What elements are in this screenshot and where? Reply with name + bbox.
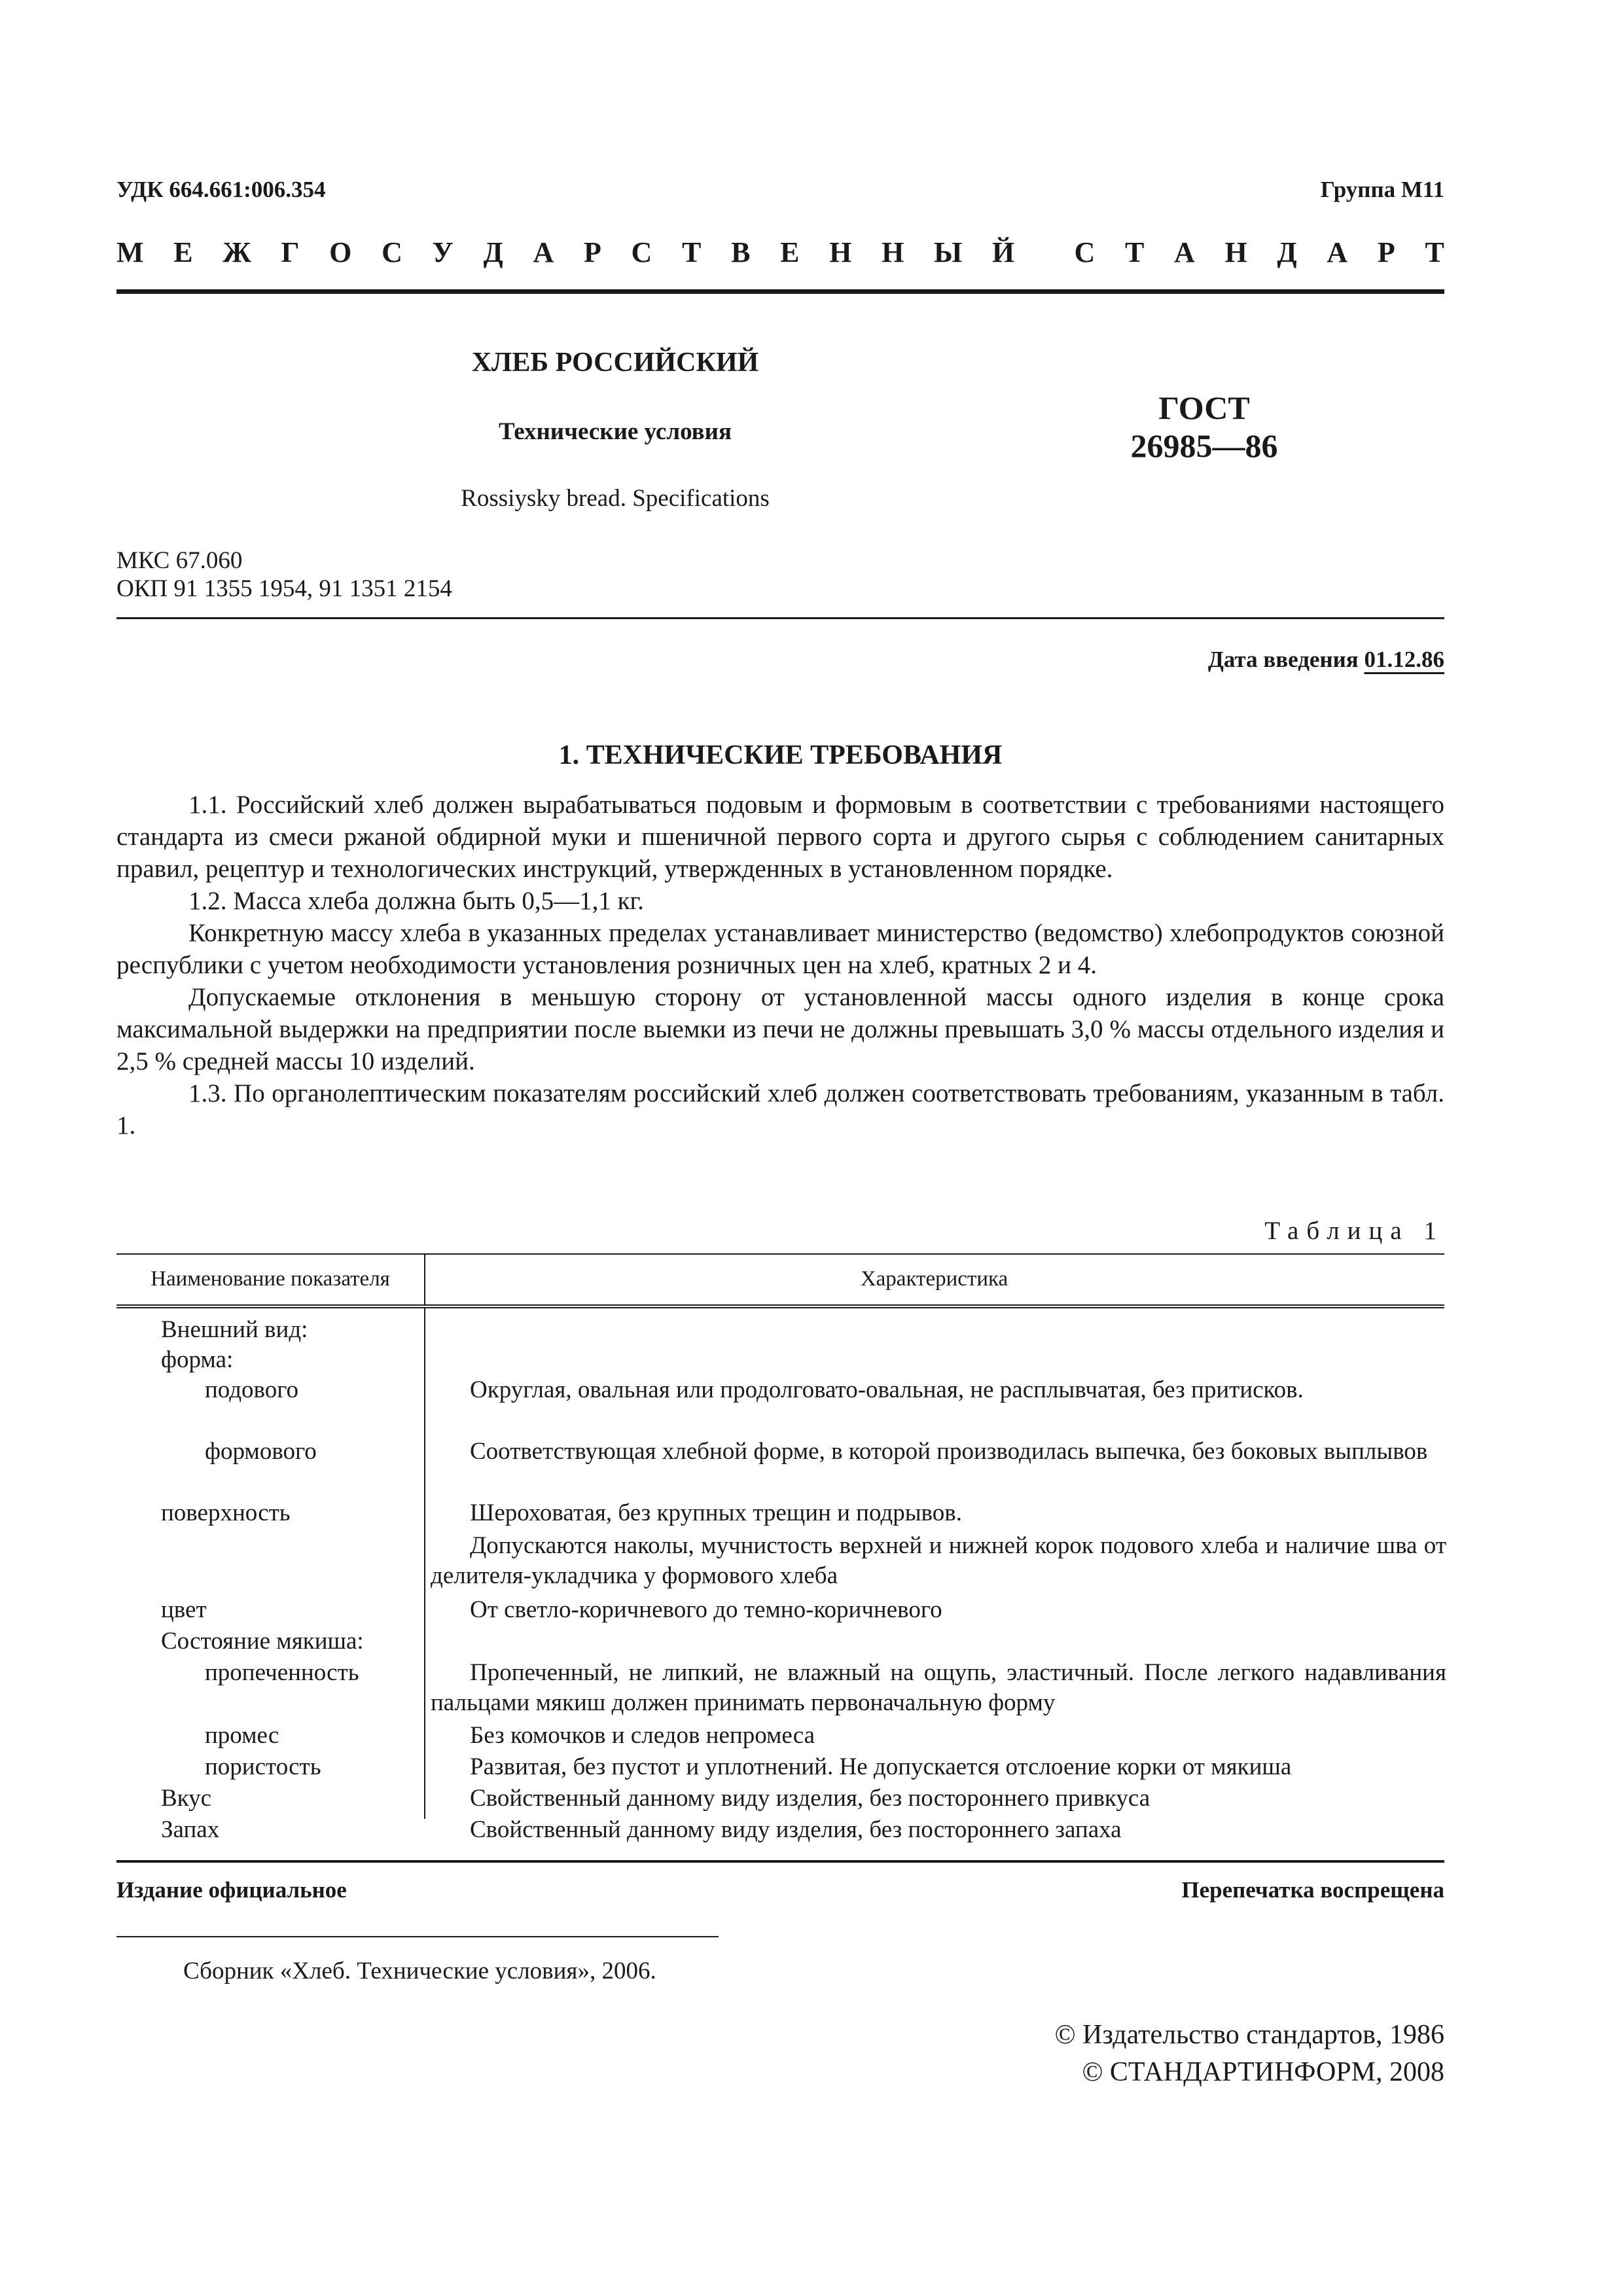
row-text: Шероховатая, без крупных трещин и подрывов. — [470, 1499, 962, 1526]
row-name: промес — [205, 1722, 279, 1749]
udk-code: УДК 664.661:006.354 — [116, 177, 326, 202]
banner-letter: С — [631, 236, 652, 268]
paragraph: 1.2. Масса хлеба должна быть 0,5—1,1 кг. — [188, 887, 644, 915]
document-subtitle: Технические условия — [499, 418, 732, 445]
banner-letter: Ж — [223, 236, 251, 268]
row-text: От светло-коричневого до темно-коричневого — [470, 1596, 942, 1623]
row-text: Свойственный данному виду изделия, без постороннего привкуса — [470, 1785, 1150, 1812]
banner-letter: Д — [1277, 236, 1297, 268]
banner-letter: Т — [682, 236, 702, 268]
column-header-characteristic: Характеристика — [860, 1267, 1008, 1291]
table-caption: Таблица 1 — [1264, 1217, 1444, 1245]
row-name: Вкус — [161, 1785, 212, 1812]
document-title: ХЛЕБ РОССИЙСКИЙ — [471, 348, 759, 378]
banner-letter: У — [432, 236, 454, 268]
banner-letter: В — [731, 236, 751, 268]
top-divider — [116, 289, 1444, 294]
banner-letter: Ы — [934, 236, 963, 268]
short-divider — [116, 1936, 719, 1937]
banner-letter: Н — [882, 236, 904, 268]
row-name: Состояние мякиша: — [161, 1628, 364, 1655]
reprint-prohibited-note: Перепечатка воспрещена — [1181, 1877, 1444, 1903]
banner-letter: А — [1174, 236, 1195, 268]
banner-letter: А — [533, 236, 554, 268]
english-title: Rossiysky bread. Specifications — [461, 485, 770, 512]
okp-code: ОКП 91 1355 1954, 91 1351 2154 — [116, 575, 452, 602]
row-text: Допускаются наколы, мучнистость верхней и нижней корок подового хлеба и наличие шва от делителя-укладчика у формового хлеба — [431, 1532, 1446, 1589]
banner-letter: О — [329, 236, 352, 268]
banner-letter: Д — [483, 236, 503, 268]
row-name: подового — [205, 1376, 299, 1403]
copyright-line-2: © СТАНДАРТИНФОРМ, 2008 — [1082, 2057, 1444, 2087]
banner-letter: С — [1074, 236, 1096, 268]
requirements-table — [116, 1253, 1446, 1843]
paragraph: Допускаемые отклонения в меньшую сторону от установленной массы одного изделия в конце срока максимальной выдержки на предприятии после выемки из печи не должны превышать 3,0 % массы отдельного изделия и 2,5 % средней массы 10 изделий. — [116, 983, 1444, 1075]
banner-letter: Г — [281, 236, 300, 268]
group-code: Группа М11 — [1320, 177, 1444, 202]
row-text: Округлая, овальная или продолговато-овальная, не расплывчатая, без притисков. — [470, 1376, 1304, 1403]
table-header — [116, 1253, 1444, 1308]
banner-letter: Е — [780, 236, 800, 268]
paragraph: Конкретную массу хлеба в указанных пределах устанавливает министерство (ведомство) хлебопродуктов союзной республики с учетом необходимости установления розничных цен на хлеб, кратных 2 и 4. — [116, 919, 1444, 979]
gost-number: 26985—86 — [1130, 427, 1278, 464]
gost-designation — [1073, 389, 1335, 465]
banner-letter: Н — [1224, 236, 1247, 268]
row-text: Свойственный данному виду изделия, без постороннего запаха — [470, 1816, 1122, 1843]
footer-divider — [116, 1860, 1444, 1863]
section-heading: 1. ТЕХНИЧЕСКИЕ ТРЕБОВАНИЯ — [558, 740, 1003, 770]
banner-letter: Р — [1377, 236, 1395, 268]
interstate-standard-banner — [116, 236, 1444, 269]
collection-note: Сборник «Хлеб. Технические условия», 2006. — [183, 1958, 656, 1984]
banner-letter: С — [382, 236, 402, 268]
paragraph: 1.3. По органолептическим показателям российский хлеб должен соответствовать требованиям, указанным в табл. 1. — [116, 1079, 1444, 1139]
row-text: Без комочков и следов непромеса — [470, 1722, 815, 1749]
banner-letter: М — [116, 236, 144, 268]
banner-letter: А — [1327, 236, 1348, 268]
official-edition-note: Издание официальное — [116, 1877, 347, 1903]
middle-divider — [116, 617, 1444, 619]
mks-code: МКС 67.060 — [116, 547, 243, 574]
gost-label: ГОСТ — [1158, 389, 1250, 426]
section-body — [116, 789, 1444, 1141]
row-name: Запах — [161, 1816, 220, 1843]
row-text: Соответствующая хлебной форме, в которой производилась выпечка, без боковых выплывов — [470, 1438, 1428, 1465]
banner-letter: Е — [173, 236, 193, 268]
row-name: форма: — [161, 1346, 234, 1373]
row-name: поверхность — [161, 1499, 291, 1526]
copyright-line-1: © Издательство стандартов, 1986 — [1054, 2020, 1444, 2050]
row-text: Развитая, без пустот и уплотнений. Не допускается отслоение корки от мякиша — [470, 1753, 1292, 1780]
row-name: пропеченность — [205, 1659, 359, 1686]
row-name: Внешний вид: — [161, 1316, 308, 1343]
effective-date — [1208, 647, 1444, 673]
date-value: 01.12.86 — [1364, 647, 1444, 672]
banner-letter: Й — [991, 236, 1015, 268]
banner-letter: Н — [829, 236, 852, 268]
paragraph: 1.1. Российский хлеб должен вырабатываться подовым и формовым в соответствии с требованиями настоящего стандарта из смеси ржаной обдирной муки и пшеничной первого сорта и другого сырья с соблюдением санитарных правил, рецептур и технологических инструкций, утвержденных в установленном порядке. — [116, 791, 1444, 883]
column-header-indicator: Наименование показателя — [151, 1267, 390, 1291]
classification-codes — [116, 547, 452, 603]
banner-letter: Т — [1124, 236, 1145, 268]
row-name: формового — [205, 1438, 317, 1465]
row-text: Пропеченный, не липкий, не влажный на ощупь, эластичный. После легкого надавливания пальцами мякиш должен принимать первоначальную форму — [431, 1659, 1446, 1716]
row-name: цвет — [161, 1596, 207, 1623]
date-label: Дата введения — [1207, 647, 1359, 672]
banner-letter: Т — [1425, 236, 1444, 268]
row-name: пористость — [205, 1753, 321, 1780]
banner-letter: Р — [583, 236, 601, 268]
